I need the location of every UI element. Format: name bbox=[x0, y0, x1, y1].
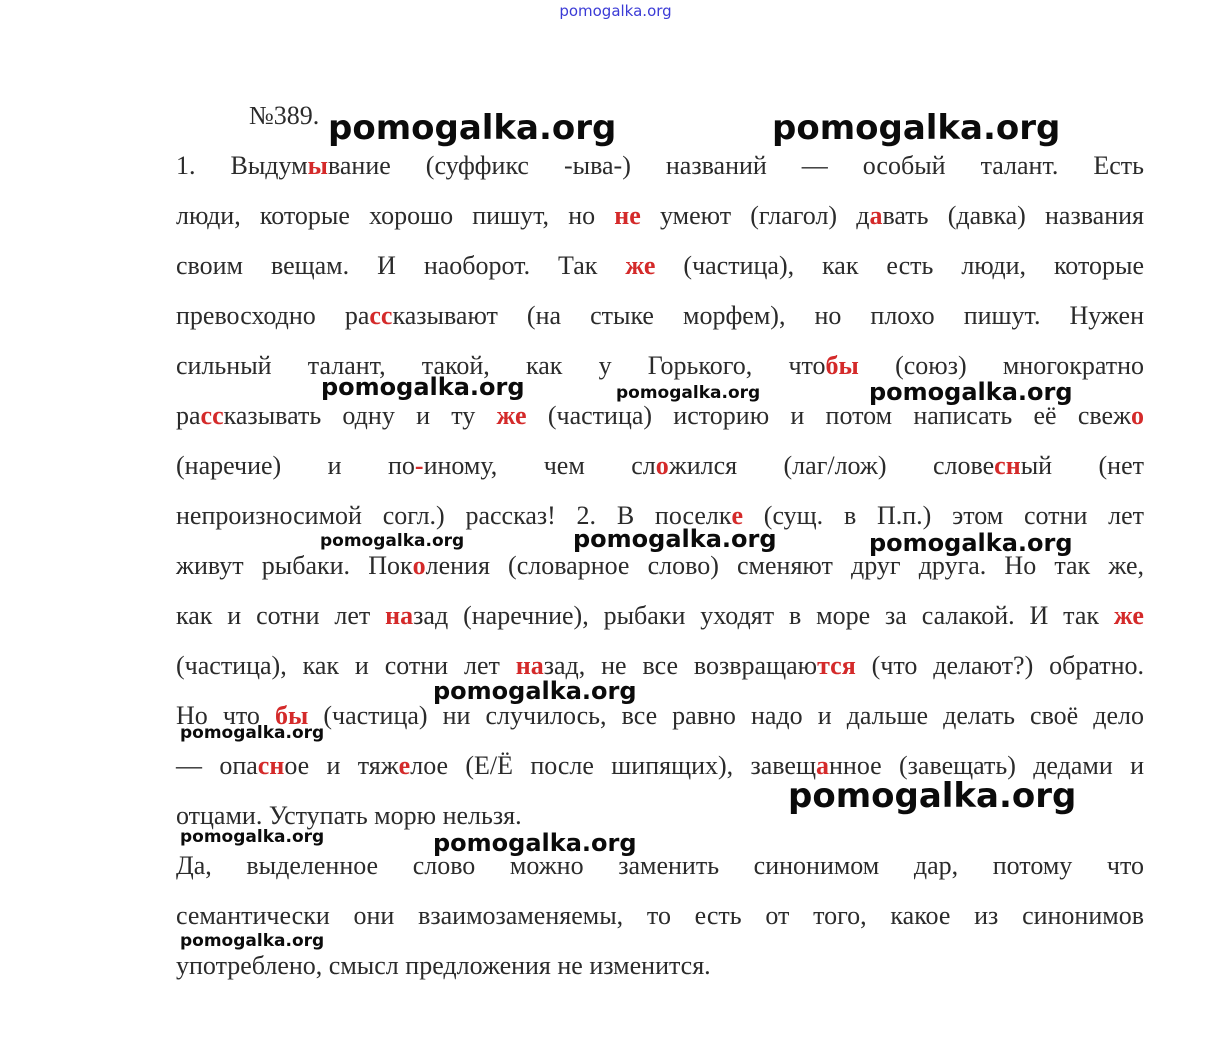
watermark: pomogalka.org bbox=[772, 108, 1061, 148]
text-fragment: (что делают?) обратно. bbox=[855, 651, 1144, 680]
text-fragment: люди, которые хорошо пишут, но bbox=[176, 201, 615, 230]
text-fragment: отцами. Уступать морю нельзя. bbox=[176, 801, 522, 830]
text-fragment: (частица) историю и потом написать её свеж bbox=[526, 401, 1131, 430]
highlighted-letters: ы bbox=[307, 151, 328, 180]
highlighted-letters: а bbox=[869, 201, 883, 230]
text-fragment: Но что bbox=[176, 701, 275, 730]
text-fragment: сильный талант, такой, как у Горького, что bbox=[176, 351, 826, 380]
text-fragment: лое (Е/Ё после шипящих), завещ bbox=[410, 751, 816, 780]
watermark: pomogalka.org bbox=[869, 378, 1073, 406]
watermark: pomogalka.org bbox=[788, 776, 1077, 816]
text-line bbox=[176, 250, 1144, 282]
highlighted-letters: на bbox=[385, 601, 414, 630]
watermark: pomogalka.org bbox=[180, 931, 325, 951]
watermark: pomogalka.org bbox=[328, 108, 617, 148]
text-fragment: живут рыбаки. Пок bbox=[176, 551, 413, 580]
text-fragment: употреблено, смысл предложения не изменится. bbox=[176, 951, 711, 980]
highlighted-letters: е bbox=[731, 501, 744, 530]
watermark: pomogalka.org bbox=[433, 677, 637, 705]
highlighted-letters: же bbox=[625, 251, 656, 280]
text-fragment: (наречие) и по bbox=[176, 451, 415, 480]
task-number: №389. bbox=[249, 101, 320, 130]
text-fragment: (частица) ни случилось, все равно надо и дальше делать своё дело bbox=[308, 701, 1145, 730]
text-fragment: Да, выделенное слово можно заменить синонимом дар, потому что bbox=[176, 851, 1144, 880]
text-fragment: умеют (глагол) д bbox=[640, 201, 870, 230]
text-fragment: нное (завещать) дедами и bbox=[828, 751, 1144, 780]
watermark: pomogalka.org bbox=[320, 531, 465, 551]
text-fragment: превосходно ра bbox=[176, 301, 370, 330]
watermark: pomogalka.org bbox=[616, 383, 761, 403]
text-line bbox=[176, 200, 1144, 232]
highlighted-letters: сс bbox=[369, 301, 393, 330]
highlighted-letters: же bbox=[1113, 601, 1144, 630]
watermark: pomogalka.org bbox=[180, 827, 325, 847]
text-fragment: ый (нет bbox=[1020, 451, 1144, 480]
site-link[interactable]: pomogalka.org bbox=[559, 2, 672, 20]
text-fragment: как и сотни лет bbox=[176, 601, 386, 630]
text-fragment: 1. Выдум bbox=[176, 151, 308, 180]
text-fragment: ра bbox=[176, 401, 201, 430]
highlighted-letters: сн bbox=[994, 451, 1021, 480]
text-line bbox=[176, 300, 1144, 332]
highlighted-letters: бы bbox=[275, 701, 309, 730]
text-line bbox=[176, 600, 1144, 632]
highlighted-letters: на bbox=[515, 651, 544, 680]
text-fragment: жился (лаг/лож) слове bbox=[668, 451, 995, 480]
text-fragment: (союз) многократно bbox=[858, 351, 1144, 380]
highlighted-letters: не bbox=[614, 201, 641, 230]
watermark: pomogalka.org bbox=[433, 829, 637, 857]
watermark: pomogalka.org bbox=[321, 373, 525, 401]
highlighted-letters: о bbox=[1131, 401, 1144, 430]
text-fragment: непроизносимой согл.) рассказ! 2. В поселк bbox=[176, 501, 732, 530]
highlighted-letters: сс bbox=[200, 401, 224, 430]
watermark: pomogalka.org bbox=[869, 529, 1073, 557]
text-fragment: — опа bbox=[176, 751, 258, 780]
highlighted-letters: тся bbox=[817, 651, 856, 680]
text-fragment: иному, чем сл bbox=[423, 451, 656, 480]
text-fragment: вание (суффикс -ыва-) названий — особый талант. Есть bbox=[327, 151, 1144, 180]
highlighted-letters: о bbox=[655, 451, 669, 480]
watermark: pomogalka.org bbox=[573, 525, 777, 553]
highlighted-letters: же bbox=[496, 401, 527, 430]
text-fragment: ое и тяж bbox=[284, 751, 399, 780]
watermark: pomogalka.org bbox=[180, 723, 325, 743]
text-line bbox=[176, 950, 1144, 982]
highlighted-letters: о bbox=[412, 551, 426, 580]
text-fragment: (частица), как и сотни лет bbox=[176, 651, 516, 680]
text-fragment: зад (наречние), рыбаки уходят в море за салакой. И так bbox=[413, 601, 1114, 630]
text-fragment: (сущ. в П.п.) этом сотни лет bbox=[743, 501, 1145, 530]
text-line bbox=[176, 900, 1144, 932]
highlighted-letters: сн bbox=[257, 751, 285, 780]
text-fragment: своим вещам. И наоборот. Так bbox=[176, 251, 626, 280]
text-fragment: семантически они взаимозаменяемы, то есть от того, какое из синонимов bbox=[176, 901, 1144, 930]
text-fragment: казывают (на стыке морфем), но плохо пишут. Нужен bbox=[392, 301, 1144, 330]
highlighted-letters: бы bbox=[825, 351, 859, 380]
text-fragment: вать (давка) названия bbox=[882, 201, 1144, 230]
text-line bbox=[176, 850, 1144, 882]
text-fragment: (частица), как есть люди, которые bbox=[655, 251, 1144, 280]
text-fragment: зад, не все возвращаю bbox=[543, 651, 818, 680]
highlighted-letters: - bbox=[414, 451, 424, 480]
highlighted-letters: а bbox=[815, 751, 829, 780]
text-line bbox=[176, 650, 1144, 682]
text-line bbox=[176, 450, 1144, 482]
highlighted-letters: е bbox=[398, 751, 411, 780]
text-line bbox=[176, 150, 1144, 182]
text-fragment: ления (словарное слово) сменяют друг друга. Но так же, bbox=[425, 551, 1144, 580]
text-fragment: казывать одну и ту bbox=[223, 401, 497, 430]
